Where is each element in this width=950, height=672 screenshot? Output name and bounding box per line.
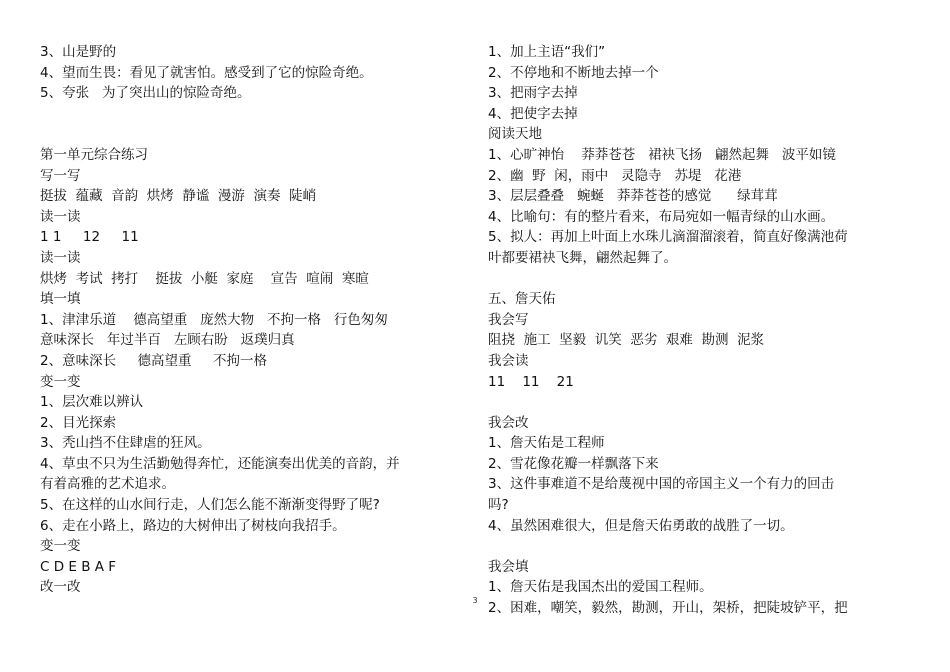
right-column-line (488, 536, 888, 557)
right-column-line: 五、詹天佑 (488, 291, 556, 308)
right-column-line: 我会读 (488, 352, 529, 369)
right-column-line: 2、幽 野 闲，雨中 灵隐寺 苏堤 花港 (488, 167, 742, 184)
left-column-line: 读一读 (40, 208, 81, 225)
right-column-line: 我会写 (488, 311, 529, 328)
left-column (40, 42, 440, 598)
right-column-line: 2、雪花像花瓣一样飘落下来 (488, 455, 659, 472)
right-column-line: 4、比喻句：有的整片看来，布局宛如一幅青绿的山水画。 (488, 208, 835, 225)
right-column-line: 4、虽然困难很大，但是詹天佑勇敢的战胜了一切。 (488, 517, 794, 534)
right-column-line: 4、把使字去掉 (488, 105, 578, 122)
left-column-line (40, 124, 440, 145)
left-column-line: 变一变 (40, 373, 81, 390)
right-column-line: 1、心旷神怡 莽莽苍苍 裙袂飞扬 翩然起舞 波平如镜 (488, 146, 836, 163)
right-column-line: 阻挠 施工 坚毅 讥笑 恶劣 艰难 勘测 泥浆 (488, 332, 765, 349)
right-column-line: 5、拟人：再加上叶面上水珠儿滴溜溜滚着，简直好像满池荷 (488, 229, 848, 246)
right-column-line: 3、层层叠叠 蜿蜒 莽莽苍苍的感觉 绿茸茸 (488, 188, 778, 205)
right-column-line: 2、不停地和不断地去掉一个 (488, 64, 659, 81)
left-column-line: 烘烤 考试 拷打 挺拔 小艇 家庭 宣告 喧闹 寒暄 (40, 270, 369, 287)
left-column-line: 写一写 (40, 167, 81, 184)
right-column-line (488, 392, 888, 413)
right-column-line: 阅读天地 (488, 126, 542, 143)
page-number: 3 (472, 596, 478, 605)
left-column-line: 1 1 12 11 (40, 229, 139, 246)
right-column-line: 3、这件事难道不是给蔑视中国的帝国主义一个有力的回击 (488, 476, 835, 493)
left-column-line: 1、津津乐道 德高望重 庞然大物 不拘一格 行色匆匆 (40, 311, 388, 328)
left-column-line: C D E B A F (40, 558, 117, 575)
right-column-line (488, 269, 888, 290)
right-column-line: 2、困难，嘲笑，毅然，勘测，开山，架桥，把陡坡铲平，把 (488, 600, 848, 617)
left-column-line: 2、意味深长 德高望重 不拘一格 (40, 352, 268, 369)
left-column-line: 填一填 (40, 291, 81, 308)
left-column-line: 变一变 (40, 538, 81, 555)
right-column-line: 我会改 (488, 414, 529, 431)
right-column-line: 吗? (488, 497, 509, 514)
right-column (488, 42, 888, 619)
right-column-line: 11 11 21 (488, 373, 574, 390)
left-column-line: 第一单元综合练习 (40, 146, 148, 163)
left-column-line: 5、夸张 为了突出山的惊险奇绝。 (40, 85, 251, 102)
right-column-line: 1、加上主语“我们” (488, 44, 606, 60)
right-column-line: 叶都要裙袂飞舞，翩然起舞了。 (488, 249, 677, 266)
left-column-line (40, 104, 440, 125)
left-column-line: 3、秃山挡不住肆虐的狂风。 (40, 435, 211, 452)
right-column-line: 我会填 (488, 558, 529, 575)
left-column-line: 4、望而生畏：看见了就害怕。感受到了它的惊险奇绝。 (40, 64, 373, 81)
left-column-line: 意味深长 年过半百 左顾右盼 返璞归真 (40, 332, 295, 349)
left-column-line: 读一读 (40, 249, 81, 266)
left-column-line: 改一改 (40, 579, 81, 596)
right-column-line: 1、詹天佑是我国杰出的爱国工程师。 (488, 579, 713, 596)
left-column-line: 有着高雅的艺术追求。 (40, 476, 175, 493)
left-column-line: 1、层次难以辨认 (40, 394, 144, 411)
left-column-line: 4、草虫不只为生活勤勉得奔忙，还能演奏出优美的音韵，并 (40, 455, 400, 472)
left-column-line: 2、目光探索 (40, 414, 117, 431)
left-column-line: 挺拔 蕴藏 音韵 烘烤 静谧 漫游 演奏 陡峭 (40, 188, 317, 205)
right-column-line: 3、把雨字去掉 (488, 85, 578, 102)
left-column-line: 6、走在小路上，路边的大树伸出了树枝向我招手。 (40, 517, 346, 534)
right-column-line: 1、詹天佑是工程师 (488, 435, 605, 452)
left-column-line: 5、在这样的山水间行走，人们怎么能不渐渐变得野了呢? (40, 497, 380, 514)
left-column-line: 3、山是野的 (40, 44, 117, 60)
